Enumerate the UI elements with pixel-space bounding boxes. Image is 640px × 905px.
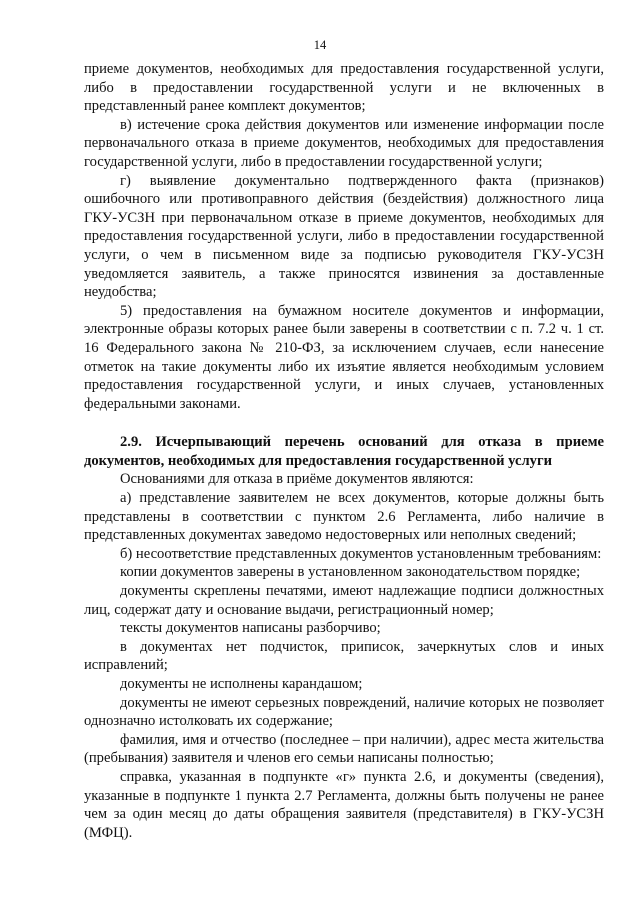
page-number: 14: [313, 38, 327, 52]
paragraph: приеме документов, необходимых для предоставления государственной услуги, либо в предоставлении государственной услуги и не включенных в представленный ранее комплект документов;: [84, 61, 604, 115]
paragraph: копии документов заверены в установленном законодательством порядке;: [120, 564, 581, 581]
paragraph: документы не имеют серьезных повреждений, наличие которых не позволяет однозначно истолковать их содержание;: [84, 694, 604, 730]
document-body: [84, 60, 604, 842]
paragraph: в документах нет подчисток, приписок, зачеркнутых слов и иных исправлений;: [84, 638, 604, 674]
section-heading: 2.9. Исчерпывающий перечень оснований для отказа в приеме документов, необходимых для предоставления государственной услуги: [84, 434, 604, 469]
paragraph: документы скреплены печатями, имеют надлежащие подписи должностных лиц, содержат дату и основание выдачи, регистрационный номер;: [84, 583, 604, 618]
paragraph: 5) предоставления на бумажном носителе документов и информации, электронные образы которых ранее были заверены в соответствии с п. 7.2 ч. 1 ст. 16 Федерального закона № 210-ФЗ, за исключением случаев, если нанесение отметок на такие документы либо их изъятие является необходимым условием предоставления государственной услуги, и иных случаев, установленных федеральными законами.: [84, 302, 604, 412]
paragraph: тексты документов написаны разборчиво;: [120, 620, 381, 637]
paragraph: в) истечение срока действия документов или изменение информации после первоначального отказа в приеме документов, необходимых для предоставления государственной услуги, либо в предоставлении государственной услуги;: [84, 116, 604, 170]
paragraph: б) несоответствие представленных документов установленным требованиям:: [120, 545, 602, 562]
paragraph: а) представление заявителем не всех документов, которые должны быть представлены в соответствии с пунктом 2.6 Регламента, либо наличие в представленных документах заведомо недостоверных или неполных сведений;: [84, 490, 604, 544]
paragraph: фамилия, имя и отчество (последнее – при наличии), адрес места жительства (пребывания) заявителя и членов его семьи написаны полностью;: [84, 731, 604, 767]
paragraph: Основаниями для отказа в приёме документов являются:: [120, 471, 474, 488]
paragraph: справка, указанная в подпункте «г» пункта 2.6, и документы (сведения), указанные в подпункте 1 пункта 2.7 Регламента, должны быть получены не ранее чем за один месяц до даты обращения заявителя (представителя) в ГКУ-УСЗН (МФЦ).: [84, 768, 604, 841]
paragraph: документы не исполнены карандашом;: [120, 676, 363, 692]
paragraph: г) выявление документально подтвержденного факта (признаков) ошибочного или противоправного действия (бездействия) должностного лица ГКУ-УСЗН при первоначальном отказе в приеме документов, необходимых для предоставления государственной услуги, либо в предоставлении государственной услуги, о чем в письменном виде за подписью руководителя ГКУ-УСЗН уведомляется заявитель, а также приносятся извинения за доставленные неудобства;: [84, 172, 604, 301]
